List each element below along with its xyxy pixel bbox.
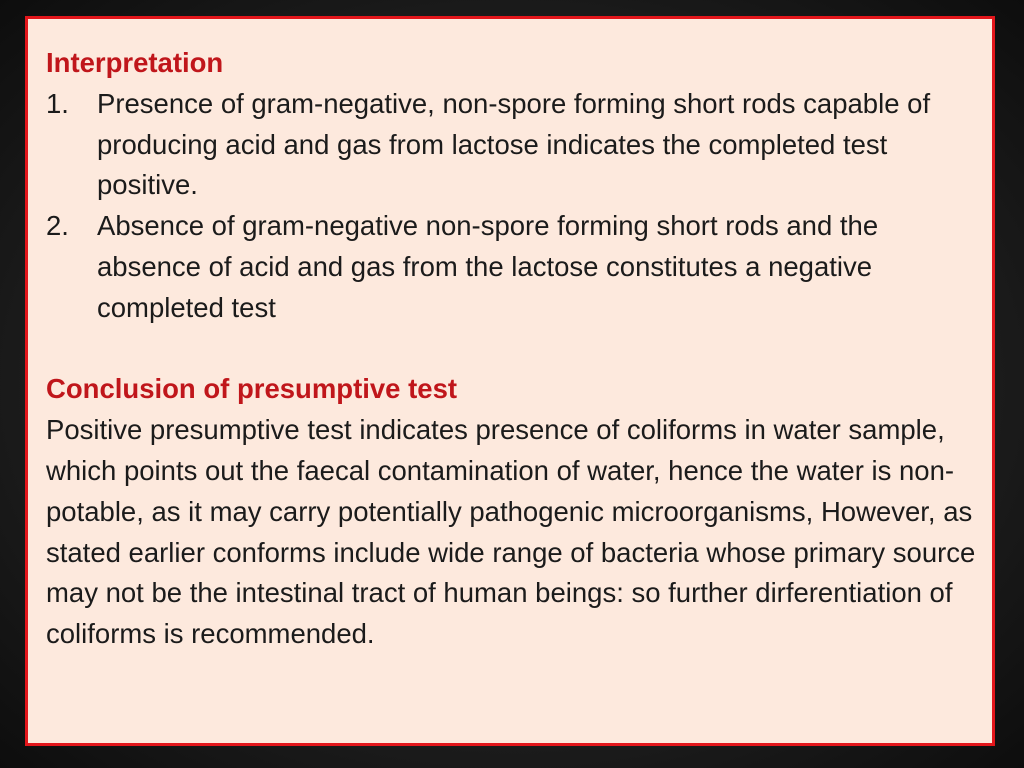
list-item <box>46 84 981 206</box>
section-spacer <box>46 329 981 370</box>
interpretation-list <box>46 84 981 329</box>
slide <box>25 16 995 746</box>
conclusion-heading: Conclusion of presumptive test <box>46 373 458 405</box>
list-item-number: 1. <box>46 87 69 119</box>
conclusion-paragraph: Positive presumptive test indicates presence of coliforms in water sample, which points out the faecal contamination of water, hence the water is non-potable, as it may carry potentially pathogenic microorganisms, However, as stated earlier conforms include wide range of bacteria whose primary source may not be the intestinal tract of human beings: so further dirferentiation of coliforms is recommended. <box>46 414 976 650</box>
list-item <box>46 206 981 328</box>
list-item-text: Presence of gram-negative, non-spore forming short rods capable of producing acid and gas from lactose indicates the completed test positive. <box>97 87 931 201</box>
list-item-text: Absence of gram-negative non-spore forming short rods and the absence of acid and gas from the lactose constitutes a negative completed test <box>97 210 879 323</box>
list-item-number: 2. <box>46 210 69 242</box>
interpretation-heading: Interpretation <box>46 47 224 78</box>
slide-content <box>46 43 981 655</box>
